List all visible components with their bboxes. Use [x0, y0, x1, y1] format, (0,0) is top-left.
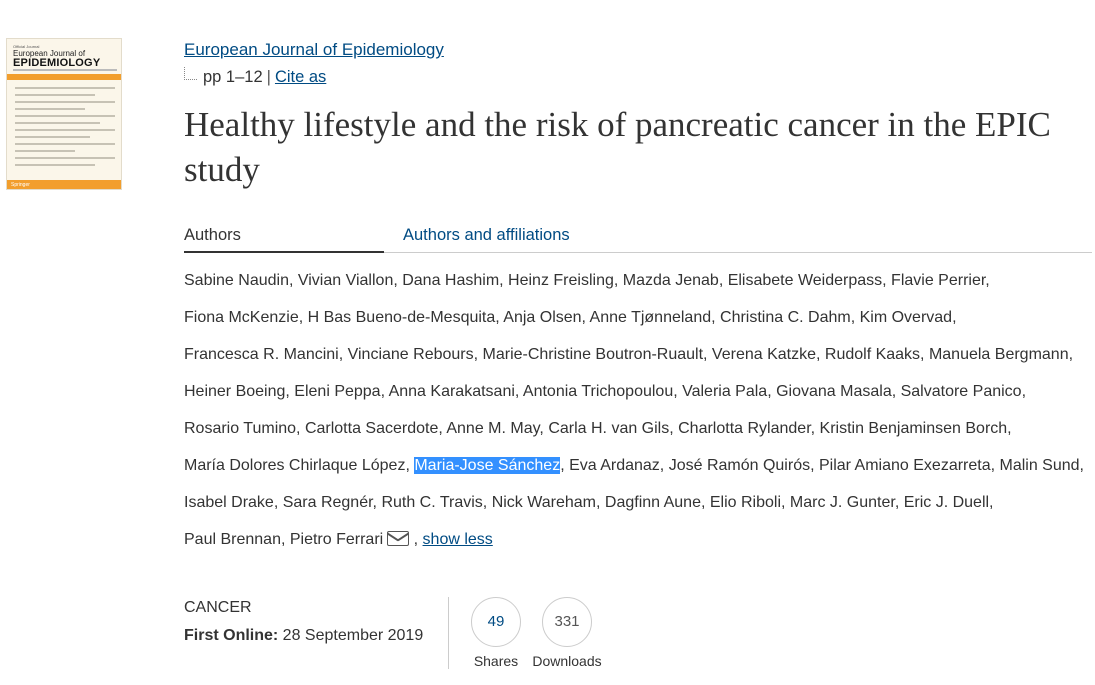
divider — [448, 597, 449, 669]
downloads-label: Downloads — [532, 653, 602, 669]
author-text: María Dolores Chirlaque López, — [184, 457, 415, 474]
first-online-label: First Online: — [184, 627, 279, 644]
cover-publisher: Springer — [11, 182, 30, 188]
cover-journal-word: EPIDEMIOLOGY — [13, 57, 101, 69]
shares-label: Shares — [473, 653, 519, 669]
email-icon[interactable] — [387, 531, 409, 546]
first-online-date: 28 September 2019 — [278, 627, 424, 644]
downloads-count[interactable]: 331 — [542, 597, 592, 647]
author-line: Fiona McKenzie, H Bas Bueno-de-Mesquita, Anja Olsen, Anne Tjønneland, Christina C. Dahm, Kim Overvad, — [184, 309, 957, 326]
tree-connector — [184, 67, 197, 80]
cover-top-line: Official Journal — [13, 44, 40, 49]
cover-bottom-band — [7, 180, 121, 189]
author-separator: , — [409, 531, 423, 548]
author-line: Rosario Tumino, Carlotta Sacerdote, Anne M. May, Carla H. van Gils, Charlotta Rylander, Kristin Benjaminsen Borch, — [184, 420, 1012, 437]
cover-orange-band — [7, 74, 121, 80]
author-tabs — [184, 222, 1092, 253]
shares-metric[interactable] — [470, 597, 522, 669]
selected-author-text[interactable]: Maria-Jose Sánchez — [414, 457, 561, 474]
pages-row — [184, 67, 326, 87]
article-title: Healthy lifestyle and the risk of pancreatic cancer in the EPIC study — [184, 105, 1051, 189]
author-list — [184, 264, 1094, 560]
author-text: , Eva Ardanaz, José Ramón Quirós, Pilar Amiano Exezarreta, Malin Sund, — [560, 457, 1084, 474]
show-less-link[interactable]: show less — [422, 531, 493, 548]
page-range: pp 1–12 — [203, 68, 263, 86]
author-line: Francesca R. Mancini, Vinciane Rebours, Marie-Christine Boutron-Ruault, Verena Katzke, Rudolf Kaaks, Manuela Bergmann, — [184, 346, 1074, 363]
author-line: Isabel Drake, Sara Regnér, Ruth C. Travis, Nick Wareham, Dagfinn Aune, Elio Riboli, Marc J. Gunter, Eric J. Duell, — [184, 494, 994, 511]
separator: | — [266, 68, 271, 86]
cover-journal-name: European Journal of — [13, 49, 86, 58]
cover-subtitle-bar — [13, 69, 117, 71]
journal-cover-image[interactable] — [6, 38, 122, 190]
cover-contents-lines — [15, 87, 115, 171]
tab-authors-and-affiliations[interactable]: Authors and affiliations — [403, 226, 570, 244]
author-text: Paul Brennan, Pietro Ferrari — [184, 531, 384, 548]
author-line: Sabine Naudin, Vivian Viallon, Dana Hashim, Heinz Freisling, Mazda Jenab, Elisabete Weiderpass, Flavie Perrier, — [184, 272, 990, 289]
journal-link[interactable]: European Journal of Epidemiology — [184, 40, 444, 59]
author-line — [184, 523, 1094, 560]
article-category: CANCER — [184, 599, 252, 616]
author-line: Heiner Boeing, Eleni Peppa, Anna Karakatsani, Antonia Trichopoulou, Valeria Pala, Giovana Masala, Salvatore Panico, — [184, 383, 1027, 400]
shares-count[interactable]: 49 — [471, 597, 521, 647]
tab-authors[interactable]: Authors — [184, 226, 384, 253]
author-line — [184, 449, 1094, 486]
first-online — [184, 627, 423, 645]
downloads-metric[interactable] — [532, 597, 602, 669]
cite-as-link[interactable]: Cite as — [274, 68, 327, 86]
